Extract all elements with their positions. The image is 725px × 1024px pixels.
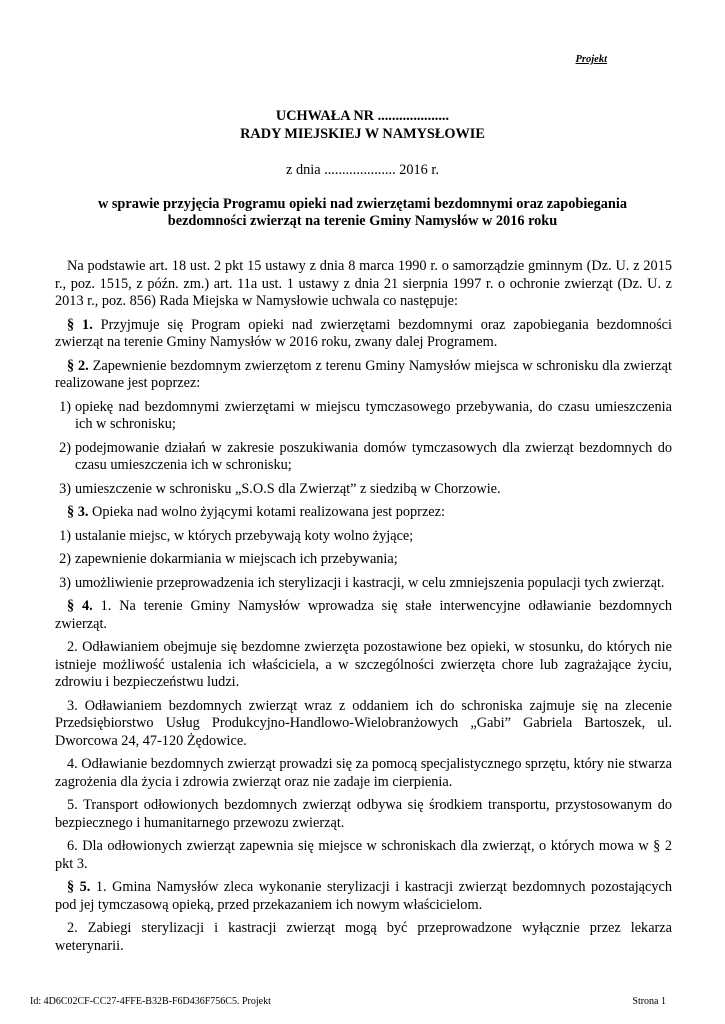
document-body <box>55 258 672 961</box>
section-4-para-4: 4. Odławianie bezdomnych zwierząt prowadzi się za pomocą specjalistycznego sprzętu, który nie stwarza zagrożenia dla życia i zdrowia zwierząt oraz nie zadaje im cierpienia. <box>55 756 672 790</box>
section-3 <box>55 504 672 522</box>
section-4-para-2: 2. Odławianiem obejmuje się bezdomne zwierzęta pozostawione bez opieki, w stosunku, do których nie istnieje możliwość ustalenia ich właściciela, a w szczególności zwierzęta chore lub zagrażające życiu, zdrowiu i bezpieczeństwu ludzi. <box>55 639 672 690</box>
subject-line-1: w sprawie przyjęcia Programu opieki nad zwierzętami bezdomnymi oraz zapobiegania <box>97 196 628 212</box>
list-item <box>55 528 672 546</box>
list-number: 3) <box>59 480 71 497</box>
list-text: ustalanie miejsc, w których przebywają koty wolno żyjące; <box>75 527 414 544</box>
section-1-mark: § 1. <box>67 316 93 333</box>
list-text: opiekę nad bezdomnymi zwierzętami w miejscu tymczasowego przebywania, do czasu umieszczenia ich w schronisku; <box>75 398 672 432</box>
section-4 <box>55 598 672 633</box>
list-text: zapewnienie dokarmiania w miejscach ich przebywania; <box>75 551 398 567</box>
section-5-mark: § 5. <box>67 879 91 895</box>
section-2-text: Zapewnienie bezdomnym zwierzętom z terenu Gminy Namysłów miejsca w schronisku dla zwierząt realizowane jest poprzez: <box>55 357 672 391</box>
section-4-para-6: 6. Dla odłowionych zwierząt zapewnia się miejsce w schroniskach dla zwierząt, o których mowa w § 2 pkt 3. <box>55 838 672 872</box>
subject-line-2: bezdomności zwierząt na terenie Gminy Namysłów w 2016 roku <box>167 213 558 229</box>
list-number: 1) <box>59 398 71 415</box>
list-item <box>55 481 672 499</box>
page-footer <box>30 993 666 1011</box>
section-4-para-1: 1. Na terenie Gminy Namysłów wprowadza się stałe interwencyjne odławianie bezdomnych zwierząt. <box>55 598 672 632</box>
section-4-para-5: 5. Transport odłowionych bezdomnych zwierząt odbywa się środkiem transportu, przystosowanym do bezpiecznego i humanitarnego przewozu zwierząt. <box>55 797 672 831</box>
list-number: 1) <box>59 527 71 544</box>
list-text: umożliwienie przeprowadzenia ich sterylizacji i kastracji, w celu zmniejszenia populacji tych zwierząt. <box>75 574 665 591</box>
projekt-label: Projekt <box>575 54 607 65</box>
section-3-mark: § 3. <box>67 504 89 520</box>
document-id: Id: 4D6C02CF-CC27-4FFE-B32B-F6D436F756C5. Projekt <box>30 996 271 1007</box>
section-2 <box>55 358 672 393</box>
list-number: 3) <box>59 574 71 591</box>
section-5 <box>55 879 672 914</box>
list-number: 2) <box>59 551 71 567</box>
list-item <box>55 440 672 475</box>
section-3-text: Opieka nad wolno żyjącymi kotami realizowana jest poprzez: <box>88 504 445 520</box>
section-1 <box>55 317 672 352</box>
page-number: Strona 1 <box>632 996 666 1007</box>
resolution-number: UCHWAŁA NR .................... <box>275 108 450 124</box>
resolution-date: z dnia .................... 2016 r. <box>286 162 439 178</box>
list-item <box>55 399 672 434</box>
section-1-text: Przyjmuje się Program opieki nad zwierzętami bezdomnymi oraz zapobiegania bezdomności zwierząt na terenie Gminy Namysłów w 2016 roku, zwany dalej Programem. <box>55 316 672 350</box>
preamble: Na podstawie art. 18 ust. 2 pkt 15 ustawy z dnia 8 marca 1990 r. o samorządzie gminnym (Dz. U. z 2015 r., poz. 1515, z późn. zm.) art. 11a ust. 1 ustawy z dnia 21 sierpnia 1997 r. o ochronie zwierząt (Dz. U. z 2013 r., poz. 856) Rada Miejska w Namysłowie uchwala co następuje: <box>55 258 672 309</box>
list-item <box>55 551 672 569</box>
list-item <box>55 575 672 593</box>
section-4-mark: § 4. <box>67 598 93 614</box>
section-5-para-1: 1. Gmina Namysłów zleca wykonanie sterylizacji i kastracji zwierząt bezdomnych pozostających pod jej tymczasową opieką, przed przekazaniem ich nowym właścicielom. <box>55 879 672 913</box>
list-text: umieszczenie w schronisku „S.O.S dla Zwierząt” z siedzibą w Chorzowie. <box>75 480 501 497</box>
section-4-para-3: 3. Odławianiem bezdomnych zwierząt wraz z oddaniem ich do schroniska zajmuje się na zlecenie Przedsiębiorstwo Usług Produkcyjno-Handlowo-Wielobranżowych „Gabi” Gabriela Bartoszek, ul. Dworcowa 24, 47-120 Żędowice. <box>55 697 672 749</box>
list-text: podejmowanie działań w zakresie poszukiwania domów tymczasowych dla zwierząt bezdomnych do czasu umieszczenia ich w schronisku; <box>75 439 672 473</box>
council-name: RADY MIEJSKIEJ W NAMYSŁOWIE <box>240 126 485 142</box>
section-2-mark: § 2. <box>67 357 89 374</box>
list-number: 2) <box>59 439 71 456</box>
section-5-para-2: 2. Zabiegi sterylizacji i kastracji zwierząt mogą być przeprowadzone wyłącznie przez lekarza weterynarii. <box>55 920 672 954</box>
